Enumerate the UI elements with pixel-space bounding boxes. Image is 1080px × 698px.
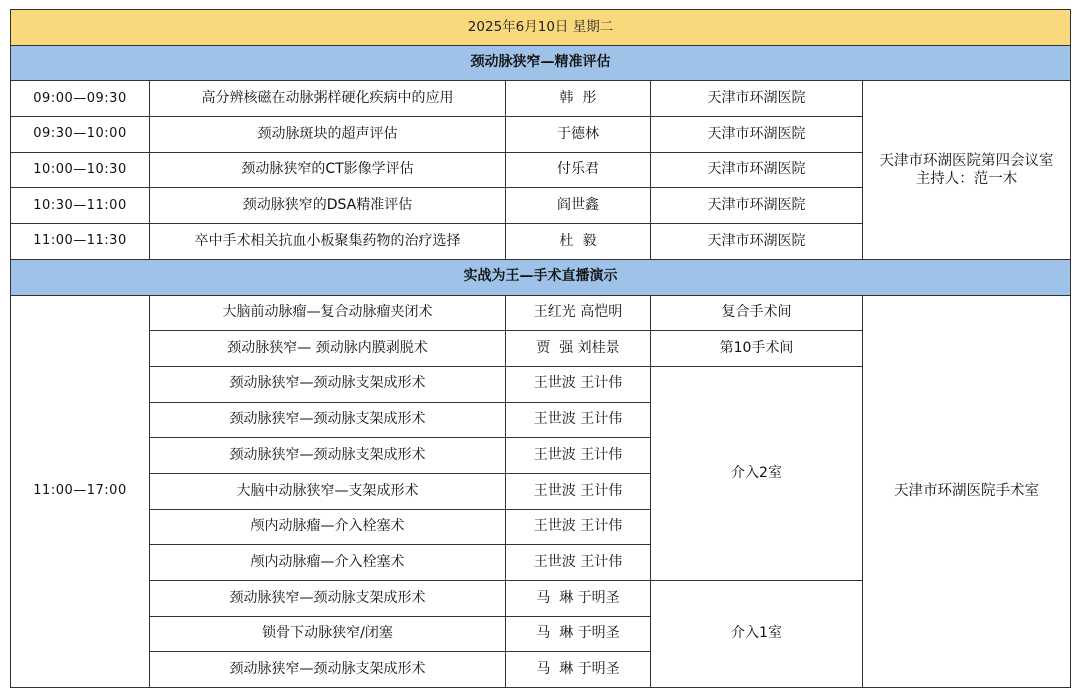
session-institution: 天津市环湖医院 (651, 188, 863, 224)
section-header-row (11, 259, 1071, 295)
operation-procedure: 颅内动脉瘤—介入栓塞术 (150, 545, 506, 581)
operation-procedure: 颈动脉狭窄—颈动脉支架成形术 (150, 581, 506, 617)
operation-procedure: 大脑前动脉瘤—复合动脉瘤夹闭术 (150, 295, 506, 331)
operation-procedure: 锁骨下动脉狭窄/闭塞 (150, 616, 506, 652)
operation-surgeons: 王世波 王计伟 (506, 438, 651, 474)
operation-procedure: 颈动脉狭窄—颈动脉支架成形术 (150, 402, 506, 438)
session-speaker: 付乐君 (506, 152, 651, 188)
operation-procedure: 颈动脉狭窄— 颈动脉内膜剥脱术 (150, 331, 506, 367)
operation-surgeons: 马 琳 于明圣 (506, 616, 651, 652)
session-topic: 颈动脉狭窄的CT影像学评估 (150, 152, 506, 188)
session-topic: 卒中手术相关抗血小板聚集药物的治疗选择 (150, 224, 506, 260)
date-row (11, 10, 1071, 46)
operation-procedure: 大脑中动脉狭窄—支架成形术 (150, 473, 506, 509)
operation-surgeons: 马 琳 于明圣 (506, 581, 651, 617)
operation-surgeons: 王世波 王计伟 (506, 509, 651, 545)
operation-procedure: 颈动脉狭窄—颈动脉支架成形术 (150, 366, 506, 402)
operation-surgeons: 王世波 王计伟 (506, 366, 651, 402)
operation-room: 复合手术间 (651, 295, 863, 331)
session-topic: 颈动脉斑块的超声评估 (150, 117, 506, 153)
session-time: 10:00—10:30 (11, 152, 150, 188)
session-time: 09:00—09:30 (11, 81, 150, 117)
session-institution: 天津市环湖医院 (651, 224, 863, 260)
session-topic: 高分辨核磁在动脉粥样硬化疾病中的应用 (150, 81, 506, 117)
session-institution: 天津市环湖医院 (651, 117, 863, 153)
section-header-row (11, 45, 1071, 81)
date-header: 2025年6月10日 星期二 (11, 10, 1071, 46)
session-time: 09:30—10:00 (11, 117, 150, 153)
operation-procedure: 颅内动脉瘤—介入栓塞术 (150, 509, 506, 545)
section-title: 颈动脉狭窄—精准评估 (11, 45, 1071, 81)
schedule-table (10, 9, 1071, 688)
session-speaker: 阎世鑫 (506, 188, 651, 224)
demo-time: 11:00—17:00 (11, 295, 150, 688)
session-speaker: 杜 毅 (506, 224, 651, 260)
operation-surgeons: 王世波 王计伟 (506, 473, 651, 509)
operation-procedure: 颈动脉狭窄—颈动脉支架成形术 (150, 652, 506, 688)
operation-surgeons: 贾 强 刘桂景 (506, 331, 651, 367)
operation-surgeons: 王世波 王计伟 (506, 402, 651, 438)
operation-surgeons: 马 琳 于明圣 (506, 652, 651, 688)
operation-room: 介入2室 (651, 366, 863, 580)
host-name: 主持人：范一木 (915, 171, 1018, 188)
session-institution: 天津市环湖医院 (651, 152, 863, 188)
session-institution: 天津市环湖医院 (651, 81, 863, 117)
venue-cell (863, 81, 1071, 259)
table-row (11, 81, 1071, 117)
session-time: 10:30—11:00 (11, 188, 150, 224)
demo-venue: 天津市环湖医院手术室 (863, 295, 1071, 688)
operation-room: 第10手术间 (651, 331, 863, 367)
session-topic: 颈动脉狭窄的DSA精准评估 (150, 188, 506, 224)
venue-name: 天津市环湖医院第四会议室 (879, 152, 1054, 169)
operation-surgeons: 王世波 王计伟 (506, 545, 651, 581)
operation-surgeons: 王红光 高恺明 (506, 295, 651, 331)
session-time: 11:00—11:30 (11, 224, 150, 260)
session-speaker: 于德林 (506, 117, 651, 153)
operation-room: 介入1室 (651, 581, 863, 688)
table-row (11, 295, 1071, 331)
session-speaker: 韩 彤 (506, 81, 651, 117)
section-title: 实战为王—手术直播演示 (11, 259, 1071, 295)
operation-procedure: 颈动脉狭窄—颈动脉支架成形术 (150, 438, 506, 474)
